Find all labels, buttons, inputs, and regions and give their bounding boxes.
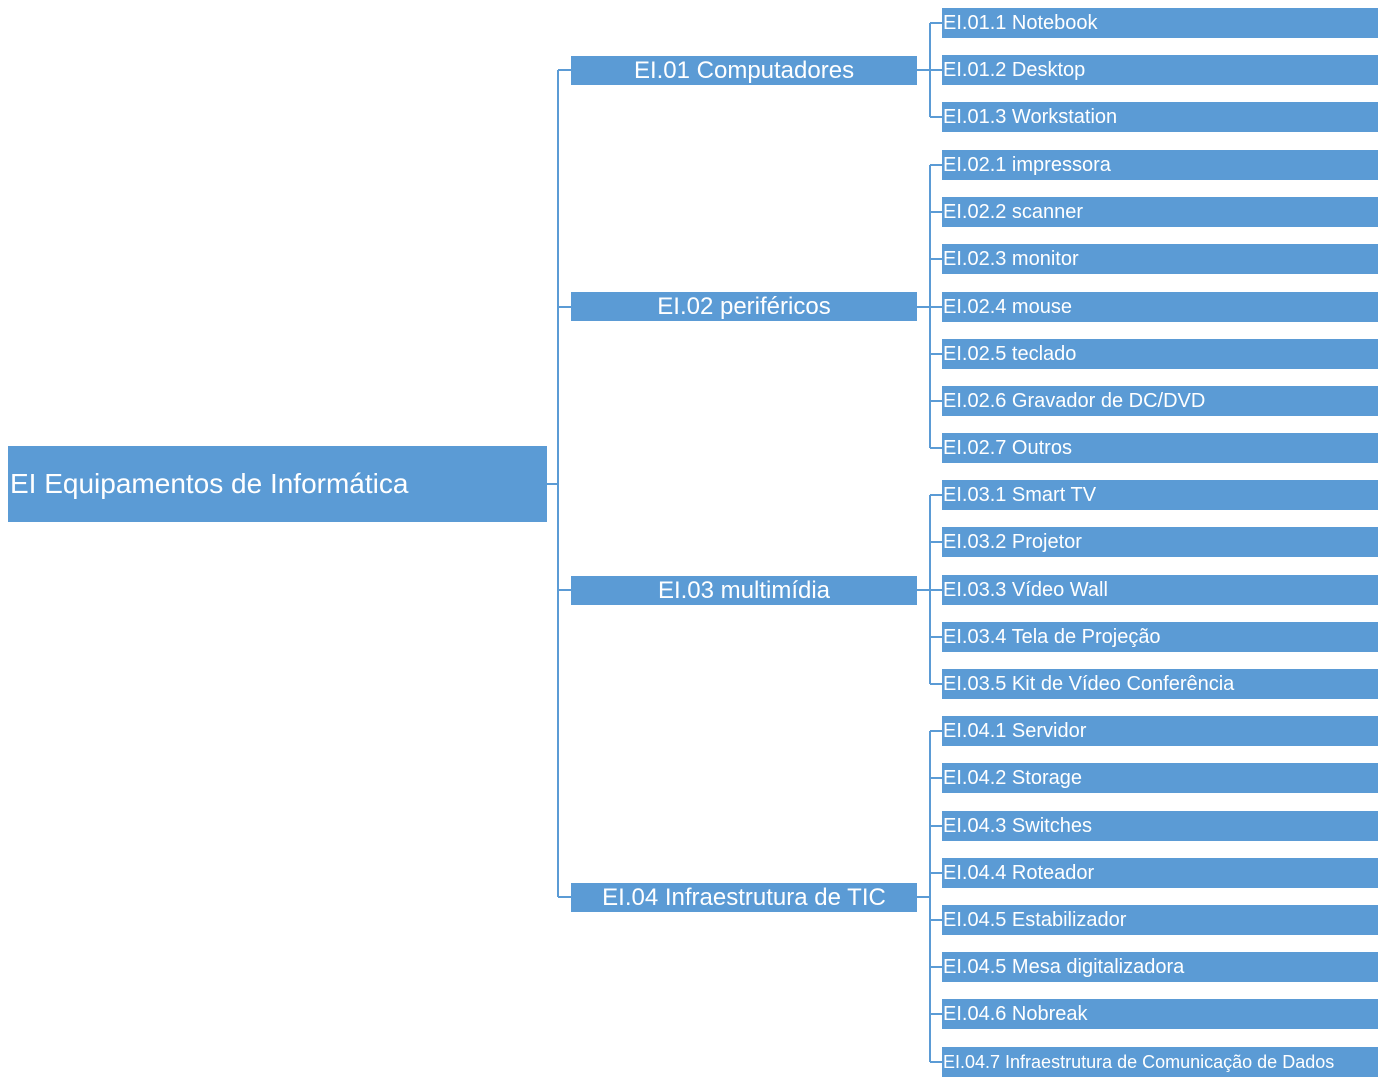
root-node: EI Equipamentos de Informática xyxy=(8,446,547,522)
leaf-node: EI.04.6 Nobreak xyxy=(942,999,1378,1029)
branch-node-computadores: EI.01 Computadores xyxy=(571,56,917,85)
leaf-node: EI.02.1 impressora xyxy=(942,150,1378,180)
leaf-node: EI.04.2 Storage xyxy=(942,763,1378,793)
leaf-node: EI.03.5 Kit de Vídeo Conferência xyxy=(942,669,1378,699)
leaf-node: EI.02.5 teclado xyxy=(942,339,1378,369)
leaf-node: EI.03.2 Projetor xyxy=(942,527,1378,557)
leaf-node: EI.04.5 Mesa digitalizadora xyxy=(942,952,1378,982)
leaf-node: EI.01.2 Desktop xyxy=(942,55,1378,85)
leaf-node: EI.02.2 scanner xyxy=(942,197,1378,227)
leaf-node: EI.02.4 mouse xyxy=(942,292,1378,322)
leaf-node: EI.04.7 Infraestrutura de Comunicação de Dados xyxy=(942,1047,1378,1077)
leaf-node: EI.04.5 Estabilizador xyxy=(942,905,1378,935)
leaf-node: EI.04.4 Roteador xyxy=(942,858,1378,888)
branch-node-infraestrutura: EI.04 Infraestrutura de TIC xyxy=(571,883,917,912)
branch-node-multimidia: EI.03 multimídia xyxy=(571,576,917,605)
leaf-node: EI.04.3 Switches xyxy=(942,811,1378,841)
leaf-node: EI.03.4 Tela de Projeção xyxy=(942,622,1378,652)
leaf-node: EI.01.3 Workstation xyxy=(942,102,1378,132)
branch-node-perifericos: EI.02 periféricos xyxy=(571,292,917,321)
leaf-node: EI.02.3 monitor xyxy=(942,244,1378,274)
leaf-node: EI.01.1 Notebook xyxy=(942,8,1378,38)
leaf-node: EI.03.3 Vídeo Wall xyxy=(942,575,1378,605)
leaf-node: EI.03.1 Smart TV xyxy=(942,480,1378,510)
leaf-node: EI.02.7 Outros xyxy=(942,433,1378,463)
leaf-node: EI.02.6 Gravador de DC/DVD xyxy=(942,386,1378,416)
leaf-node: EI.04.1 Servidor xyxy=(942,716,1378,746)
